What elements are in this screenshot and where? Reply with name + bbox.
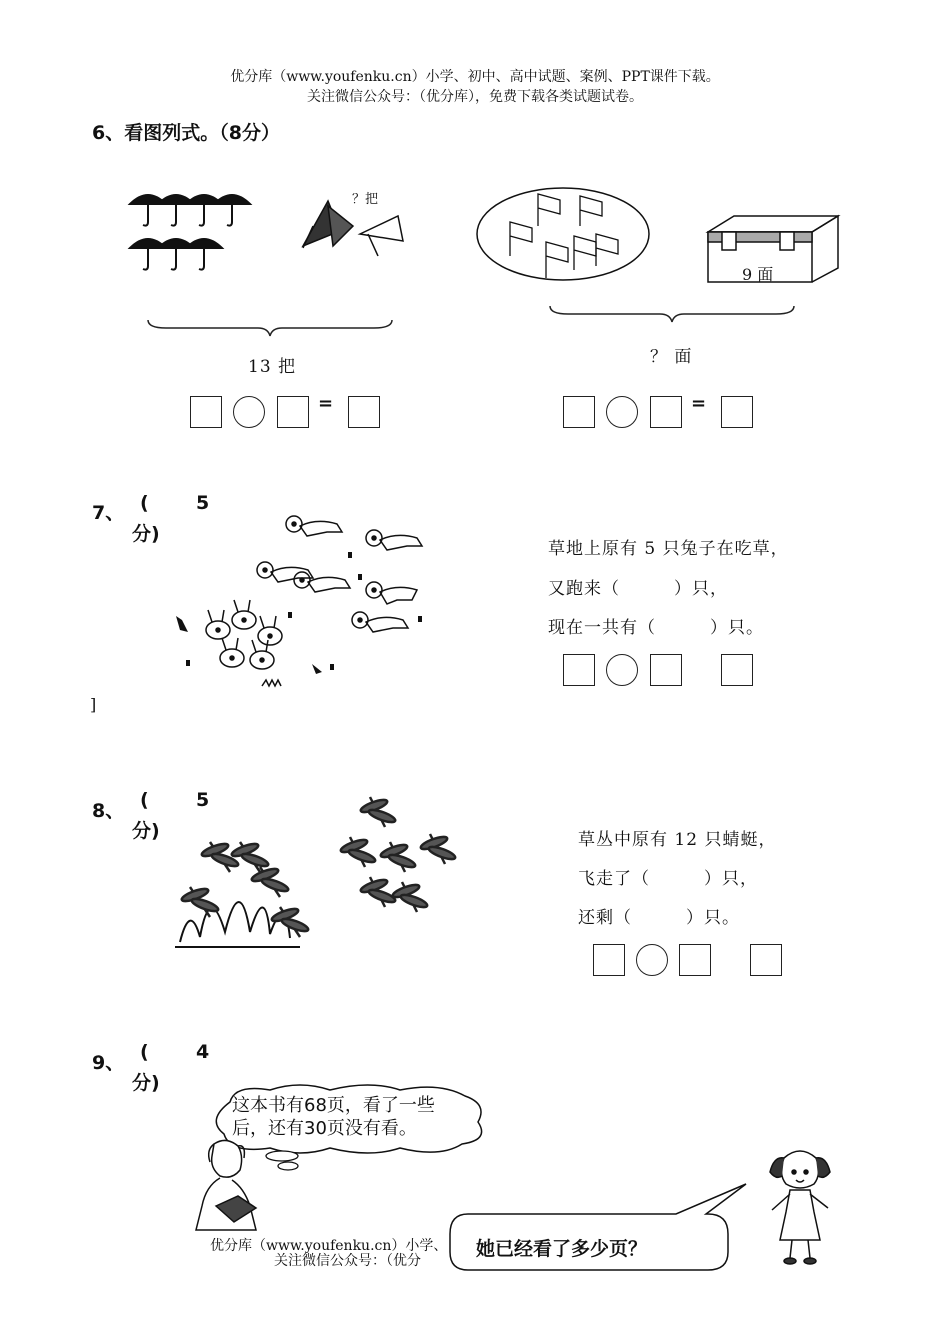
rabbit-icon <box>352 612 408 632</box>
umbrella-icon <box>186 239 222 248</box>
flag-icon <box>580 196 602 226</box>
q8-line-1: 草丛中原有 12 只蜻蜓， <box>578 830 777 850</box>
flags-image <box>476 186 846 296</box>
header-line-1: 优分库（www.youfenku.cn）小学、初中、高中试题、案例、PPT课件下载。 <box>230 69 720 85</box>
q9-number: 9、 <box>92 1052 125 1074</box>
flag-question: ？ 面 <box>650 347 693 367</box>
rabbit-icon <box>232 600 256 629</box>
q7-line-1: 草地上原有 5 只兔子在吃草， <box>548 539 789 559</box>
q9-score: 4 <box>196 1041 210 1063</box>
q7-score: 5 <box>196 492 210 514</box>
stray-bracket: ] <box>90 695 97 714</box>
brace-flags <box>548 304 798 324</box>
q9-paren: ( <box>140 1041 149 1063</box>
q7-line-3: 现在一共有（ ）只。 <box>548 618 764 638</box>
rabbit-icon <box>220 638 244 667</box>
flag-icon <box>546 242 568 278</box>
boy-reading-image <box>186 1136 276 1236</box>
rabbit-icon <box>258 616 282 645</box>
flag-box-label: 9 面 <box>742 265 774 284</box>
umbrellas-image <box>128 186 428 276</box>
q6-title: 6、看图列式。（8分） <box>92 122 280 144</box>
operator-circle[interactable] <box>606 654 638 686</box>
umbrella-total: 13 把 <box>248 357 297 377</box>
q8-score: 5 <box>196 789 210 811</box>
q9-unit: 分) <box>132 1072 160 1094</box>
answer-box[interactable] <box>679 944 711 976</box>
dragonfly-icon <box>379 842 416 872</box>
answer-box[interactable] <box>563 654 595 686</box>
rabbit-icon <box>366 530 422 550</box>
q7-number: 7、 <box>92 502 125 524</box>
answer-box[interactable] <box>348 396 380 428</box>
umbrella-icon <box>214 195 250 204</box>
footer-line-1: 优分库（www.youfenku.cn）小学、 <box>210 1238 448 1254</box>
q8-line-2: 飞走了（ ）只， <box>578 869 758 889</box>
answer-box[interactable] <box>593 944 625 976</box>
answer-box[interactable] <box>563 396 595 428</box>
flag-icon <box>538 194 560 226</box>
answer-box[interactable] <box>190 396 222 428</box>
dragonfly-icon <box>339 837 376 867</box>
rabbit-icon <box>366 582 417 604</box>
question-text: 她已经看了多少页？ <box>476 1238 648 1260</box>
rabbit-icon <box>206 610 230 639</box>
header-line-2: 关注微信公众号：（优分库），免费下载各类试题试卷。 <box>307 89 643 105</box>
operator-circle[interactable] <box>636 944 668 976</box>
dragonfly-icon <box>180 886 219 917</box>
flag-icon <box>574 236 596 270</box>
flag-icon <box>596 234 618 266</box>
q8-unit: 分) <box>132 820 160 842</box>
equals-sign: = <box>691 393 707 414</box>
dragonfly-icon <box>250 866 289 897</box>
answer-box[interactable] <box>650 396 682 428</box>
dragonfly-icon <box>359 877 396 907</box>
rabbits-image <box>162 508 432 698</box>
q7-unit: 分) <box>132 523 160 545</box>
flag-icon <box>510 222 532 256</box>
umbrella-question: ？把 <box>352 192 379 207</box>
dragonfly-icon <box>391 882 428 912</box>
answer-box[interactable] <box>277 396 309 428</box>
q8-paren: ( <box>140 789 149 811</box>
girl-image <box>760 1146 840 1266</box>
q8-line-3: 还剩（ ）只。 <box>578 908 740 928</box>
bubble-line-2: 后，还有30页没有看。 <box>232 1118 417 1139</box>
operator-circle[interactable] <box>233 396 265 428</box>
q7-paren: ( <box>140 492 149 514</box>
rabbit-icon <box>286 516 342 536</box>
answer-box[interactable] <box>721 396 753 428</box>
dragonfly-icon <box>230 841 269 872</box>
brace-umbrellas <box>146 318 396 338</box>
folded-umbrella-icon <box>328 206 353 246</box>
rabbit-icon <box>294 572 350 592</box>
dragonfly-icon <box>419 834 456 864</box>
dragonfly-icon <box>359 797 396 827</box>
q7-line-2: 又跑来（ ）只， <box>548 579 728 599</box>
bubble-line-1: 这本书有68页，看了一些 <box>232 1095 435 1116</box>
folded-umbrella-icon <box>360 216 403 241</box>
answer-box[interactable] <box>650 654 682 686</box>
footer-line-2: 关注微信公众号：（优分 <box>274 1253 421 1269</box>
answer-box[interactable] <box>721 654 753 686</box>
answer-box[interactable] <box>750 944 782 976</box>
operator-circle[interactable] <box>606 396 638 428</box>
dragonflies-image <box>170 782 470 962</box>
q8-number: 8、 <box>92 800 125 822</box>
equals-sign: = <box>318 393 334 414</box>
